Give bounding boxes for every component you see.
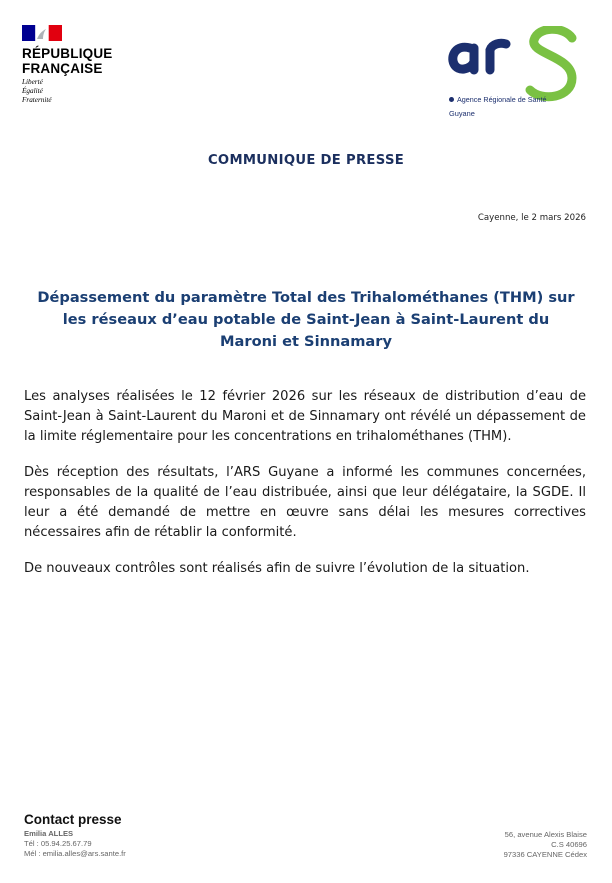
motto-liberte: Liberté (22, 78, 43, 86)
republique-motto (22, 78, 132, 105)
marianne-flag-logo (22, 25, 62, 41)
republique-francaise-name (22, 46, 132, 76)
press-body (24, 387, 586, 595)
contact-name: Emilia ALLES (24, 829, 74, 838)
ars-agency-label (449, 95, 547, 104)
postal-address (504, 830, 587, 860)
contact-phone: Tél : 05.94.25.67.79 (24, 839, 92, 848)
address-line-2: C.S 40696 (551, 840, 587, 849)
contact-email: Mél : emilia.alles@ars.sante.fr (24, 849, 126, 858)
motto-fraternite: Fraternité (22, 96, 52, 104)
press-headline: Dépassement du paramètre Total des Trihalométhanes (THM) sur les réseaux d’eau potable de Saint-Jean à Saint-Laurent du Maroni et Sinnamary (37, 289, 575, 350)
address-line-3: 97336 CAYENNE Cédex (503, 850, 587, 859)
republique-francaise-block (22, 25, 132, 105)
ars-guyane-logo (446, 26, 580, 118)
motto-egalite: Égalité (22, 87, 43, 95)
republique-name-line1: RÉPUBLIQUE (22, 46, 113, 61)
ars-wordmark-graphic (446, 26, 580, 104)
contact-details (24, 829, 586, 859)
press-contact-block (24, 812, 586, 859)
body-paragraph-1: Les analyses réalisées le 12 février 2026 sur les réseaux de distribution d’eau de Saint-Jean à Saint-Laurent du Maroni et de Sinnamary ont révélé un dépassement de la limite réglementaire pour les concentrations en trihalométhanes (THM). (24, 389, 586, 444)
contact-heading: Contact presse (24, 812, 122, 827)
dateline: Cayenne, le 2 mars 2026 (477, 213, 586, 223)
body-paragraph-2: Dès réception des résultats, l’ARS Guyane a informé les communes concernées, responsables de la qualité de l’eau distribuée, ainsi que leur délégataire, la SGDE. Il leur a été demandé de mettre en œuvre sans délai les mesures correctives nécessaires afin de rétablir la conformité. (24, 465, 586, 540)
body-paragraph-3: De nouveaux contrôles sont réalisés afin de suivre l’évolution de la situation. (24, 561, 530, 576)
ars-agency-text: Agence Régionale de Santé (457, 95, 547, 104)
document-title: COMMUNIQUE DE PRESSE (207, 153, 405, 168)
ars-dot-icon (449, 97, 454, 102)
address-line-1: 56, avenue Alexis Blaise (504, 830, 587, 839)
ars-region-label: Guyane (449, 109, 475, 118)
republique-name-line2: FRANÇAISE (22, 61, 103, 76)
